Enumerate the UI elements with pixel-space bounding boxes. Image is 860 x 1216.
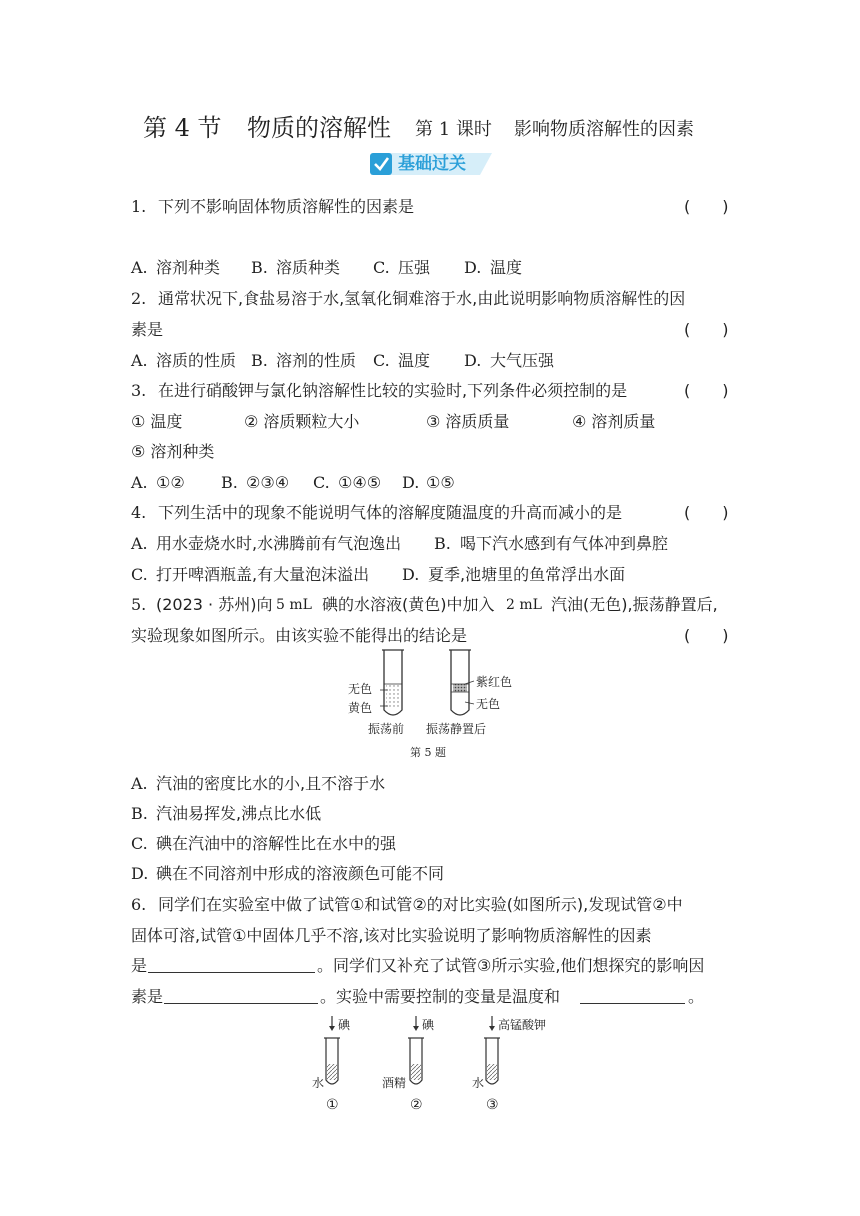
q5-number: 5. xyxy=(131,595,147,614)
q3-item-2: ② 溶质颗粒大小 xyxy=(244,412,360,431)
q5-label-purple: 紫红色 xyxy=(476,675,513,689)
q6-blank-1[interactable] xyxy=(148,956,315,973)
q3-item-5: ⑤ 溶剂种类 xyxy=(131,442,215,461)
q4-option-c: 打开啤酒瓶盖,有大量泡沫溢出 xyxy=(156,565,370,584)
q3-answer-paren: ( ) xyxy=(684,381,729,400)
q6-figure xyxy=(300,1014,560,1114)
q6-line3-start: 是 xyxy=(131,956,148,975)
q5-option-d-key: D. xyxy=(131,864,149,883)
q3-option-a-key: A. xyxy=(131,473,148,492)
q1-answer-paren: ( ) xyxy=(684,197,729,216)
q1-option-a-key: A. xyxy=(131,258,148,277)
q2-option-a: 溶质的性质 xyxy=(156,351,237,370)
q4-option-b: 喝下汽水感到有气体冲到鼻腔 xyxy=(460,534,669,553)
q4-option-a: 用水壶烧水时,水沸腾前有气泡逸出 xyxy=(156,534,402,553)
q6-tube1-number: ① xyxy=(326,1097,339,1113)
q3-option-b: ②③④ xyxy=(246,473,290,492)
q5-volume-1: 5 mL xyxy=(276,597,312,613)
q4-stem: 下列生活中的现象不能说明气体的溶解度随温度的升高而减小的是 xyxy=(158,503,623,522)
q5-option-a-key: A. xyxy=(131,774,148,793)
q5-option-a: 汽油的密度比水的小,且不溶于水 xyxy=(156,774,386,793)
q2-number: 2. xyxy=(131,289,147,308)
q5-label-yellow: 黄色 xyxy=(348,701,373,715)
q3-stem: 在进行硝酸钾与氯化钠溶解性比较的实验时,下列条件必须控制的是 xyxy=(158,381,628,400)
q1-option-c: 压强 xyxy=(398,258,431,277)
q5-answer-paren: ( ) xyxy=(684,626,729,645)
q1-option-d: 温度 xyxy=(490,258,523,277)
q6-line4-mid: 。实验中需要控制的变量是温度和 xyxy=(320,987,561,1006)
q3-number: 3. xyxy=(131,381,147,400)
section-topic: 物质的溶解性 xyxy=(247,114,391,142)
q2-option-b-key: B. xyxy=(251,351,268,370)
q6-blank-3[interactable] xyxy=(580,987,685,1004)
q4-answer-paren: ( ) xyxy=(684,503,729,522)
q5-source: (2023 · 苏州)向 xyxy=(156,595,273,614)
q3-option-c-key: C. xyxy=(313,473,330,492)
q5-option-c: 碘在汽油中的溶解性比在水中的强 xyxy=(156,834,397,853)
q4-number: 4. xyxy=(131,503,147,522)
q1-option-c-key: C. xyxy=(373,258,390,277)
q2-answer-paren: ( ) xyxy=(684,320,729,339)
q3-item-3: ③ 溶质质量 xyxy=(426,412,510,431)
q6-tube3-number: ③ xyxy=(486,1097,499,1113)
q5-figure xyxy=(340,644,540,740)
q4-option-c-key: C. xyxy=(131,565,148,584)
q2-option-d-key: D. xyxy=(464,351,482,370)
test-tube-before xyxy=(380,650,404,715)
q5-option-c-key: C. xyxy=(131,834,148,853)
q4-option-b-key: B. xyxy=(434,534,451,553)
test-tube-after xyxy=(449,650,474,715)
q3-item-1: ① 温度 xyxy=(131,412,183,431)
q5-figure-caption: 第 5 题 xyxy=(410,746,446,759)
q3-option-d: ①⑤ xyxy=(426,473,455,492)
q6-tube2-side: 酒精 xyxy=(382,1076,407,1090)
q3-item-4: ④ 溶剂质量 xyxy=(572,412,656,431)
q6-tube1-side: 水 xyxy=(312,1076,325,1090)
q6-line2: 固体可溶,试管①中固体几乎不溶,该对比实验说明了影响物质溶解性的因素 xyxy=(131,926,652,945)
q5-label-colorless: 无色 xyxy=(348,682,373,696)
q6-tube3-top: 高锰酸钾 xyxy=(498,1018,547,1032)
q6-line1: 同学们在实验室中做了试管①和试管②的对比实验(如图所示),发现试管②中 xyxy=(158,895,683,914)
lesson-number: 第 1 课时 xyxy=(415,119,492,140)
q2-stem-line2: 素是 xyxy=(131,320,164,339)
lesson-topic: 影响物质溶解性的因素 xyxy=(514,119,694,140)
q3-option-d-key: D. xyxy=(402,473,420,492)
q5-caption-before: 振荡前 xyxy=(368,722,405,736)
q6-tube1-top: 碘 xyxy=(338,1018,351,1032)
q2-option-c-key: C. xyxy=(373,351,390,370)
q5-stem-line2: 实验现象如图所示。由该实验不能得出的结论是 xyxy=(131,626,468,645)
q4-option-d-key: D. xyxy=(402,565,420,584)
q5-option-b-key: B. xyxy=(131,804,148,823)
q6-number: 6. xyxy=(131,895,147,914)
q5-volume-2: 2 mL xyxy=(506,597,542,613)
q5-option-d: 碘在不同溶剂中形成的溶液颜色可能不同 xyxy=(156,864,445,883)
q6-tube2-top: 碘 xyxy=(422,1018,435,1032)
q1-option-b-key: B. xyxy=(251,258,268,277)
q6-blank-2[interactable] xyxy=(164,987,318,1004)
q5-option-b: 汽油易挥发,沸点比水低 xyxy=(156,804,322,823)
q2-option-b: 溶剂的性质 xyxy=(276,351,357,370)
q4-option-a-key: A. xyxy=(131,534,148,553)
q3-option-b-key: B. xyxy=(221,473,238,492)
q2-option-d: 大气压强 xyxy=(490,351,555,370)
q6-tube2-number: ② xyxy=(410,1097,423,1113)
q2-stem-line1: 通常状况下,食盐易溶于水,氢氧化铜难溶于水,由此说明影响物质溶解性的因 xyxy=(158,289,686,308)
basic-badge xyxy=(368,150,492,178)
q5-caption-after: 振荡静置后 xyxy=(426,722,487,736)
q3-option-a: ①② xyxy=(156,473,185,492)
q1-number: 1. xyxy=(131,197,147,216)
q4-option-d: 夏季,池塘里的鱼常浮出水面 xyxy=(428,565,626,584)
q6-tube3-side: 水 xyxy=(472,1076,485,1090)
q6-line4-start: 素是 xyxy=(131,987,164,1006)
q6-line3-end: 。同学们又补充了试管③所示实验,他们想探究的影响因 xyxy=(317,956,705,975)
q2-option-c: 温度 xyxy=(398,351,431,370)
badge-label: 基础过关 xyxy=(398,154,466,174)
q1-option-d-key: D. xyxy=(464,258,482,277)
q1-stem: 下列不影响固体物质溶解性的因素是 xyxy=(158,197,415,216)
q1-option-a: 溶剂种类 xyxy=(156,258,221,277)
q3-option-c: ①④⑤ xyxy=(338,473,382,492)
q5-stem-part2: 汽油(无色),振荡静置后, xyxy=(551,595,718,614)
q6-line4-end: 。 xyxy=(688,987,705,1006)
q5-label-colorless-2: 无色 xyxy=(476,697,501,711)
section-number: 第 4 节 xyxy=(143,114,222,142)
q1-option-b: 溶质种类 xyxy=(276,258,341,277)
q2-option-a-key: A. xyxy=(131,351,148,370)
q5-stem-part1: 碘的水溶液(黄色)中加入 xyxy=(322,595,495,614)
